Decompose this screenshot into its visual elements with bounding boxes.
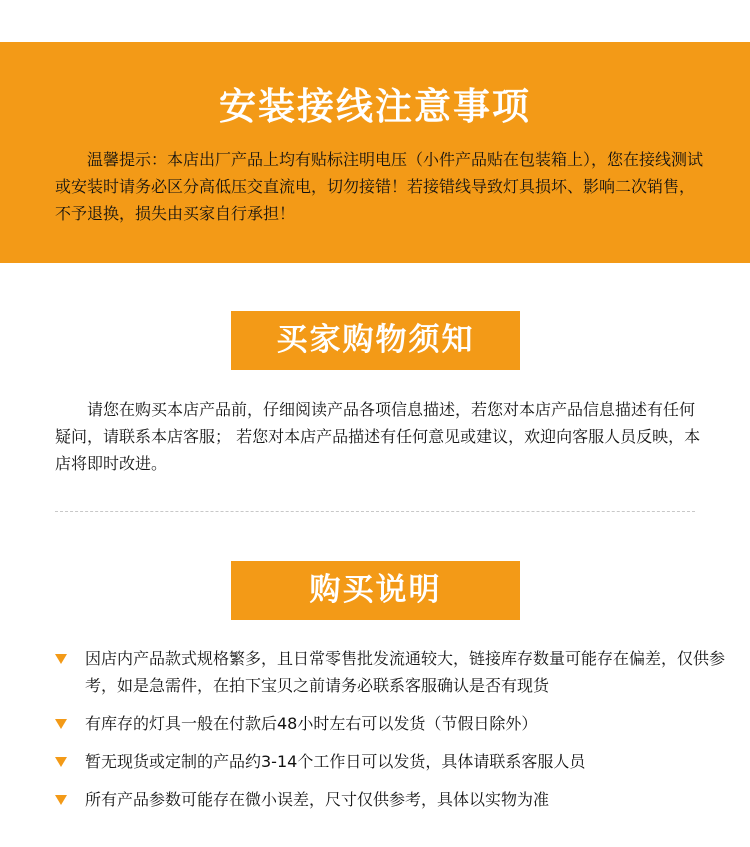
purchase-note-text: 有库存的灯具一般在付款后48小时左右可以发货（节假日除外） xyxy=(85,714,538,733)
purchase-notes-heading: 购买说明 xyxy=(231,561,520,620)
installation-warning-text: 温馨提示：本店出厂产品上均有贴标注明电压（小件产品贴在包装箱上），您在接线测试或安装时请务必区分高低压交直流电，切勿接错！若接错线导致灯具损坏、影响二次销售，不予退换，损失由买家自行承担！ xyxy=(55,150,704,223)
buyer-notice-paragraph: 请您在购买本店产品前，仔细阅读产品各项信息描述，若您对本店产品信息描述有任何疑问，请联系本店客服； 若您对本店产品描述有任何意见或建议，欢迎向客服人员反映，本店将即时改进。 xyxy=(55,400,701,473)
triangle-down-icon xyxy=(55,654,67,664)
triangle-down-icon xyxy=(55,719,67,729)
triangle-down-icon xyxy=(55,795,67,805)
section-divider xyxy=(55,511,695,512)
purchase-note-item xyxy=(55,748,725,775)
triangle-down-icon xyxy=(55,757,67,767)
purchase-note-item xyxy=(55,786,725,813)
purchase-note-text: 因店内产品款式规格繁多，且日常零售批发流通较大，链接库存数量可能存在偏差，仅供参考，如是急需件，在拍下宝贝之前请务必联系客服确认是否有现货 xyxy=(85,649,726,695)
buyer-notice-heading: 买家购物须知 xyxy=(231,311,520,370)
purchase-notes-list xyxy=(55,645,725,824)
purchase-note-text: 暂无现货或定制的产品约3-14个工作日可以发货，具体请联系客服人员 xyxy=(85,752,586,771)
purchase-note-item xyxy=(55,645,725,699)
purchase-note-item xyxy=(55,710,725,737)
installation-notice-title: 安装接线注意事项 xyxy=(219,85,531,128)
purchase-note-text: 所有产品参数可能存在微小误差，尺寸仅供参考，具体以实物为准 xyxy=(85,790,550,809)
